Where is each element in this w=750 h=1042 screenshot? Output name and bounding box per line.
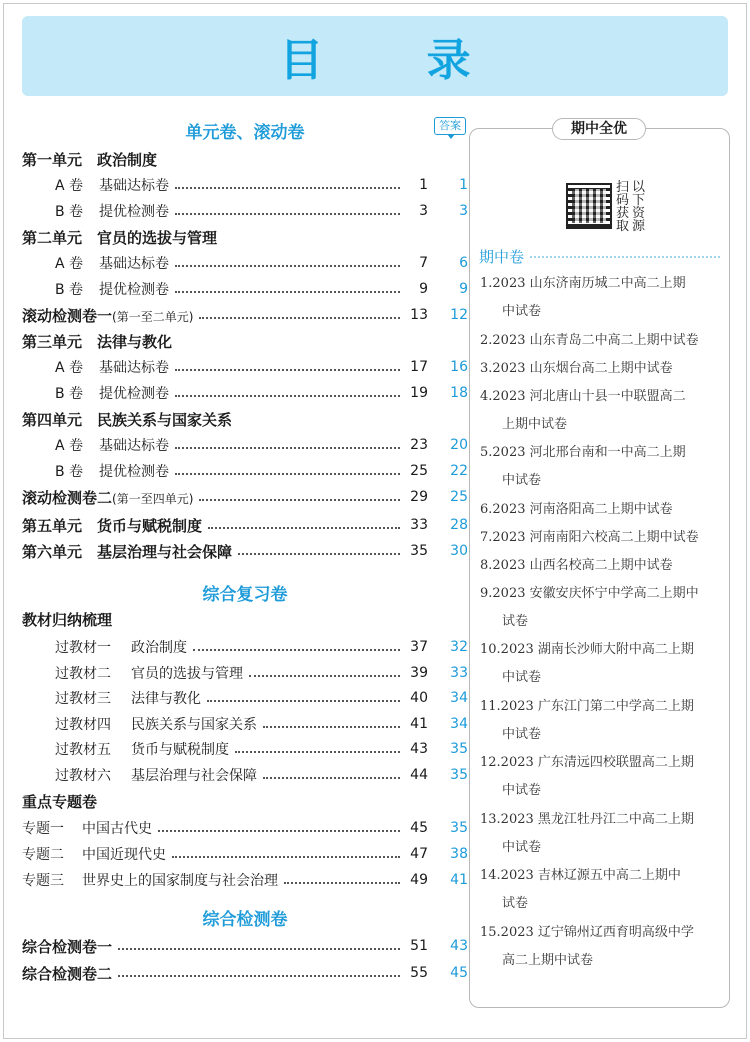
toc-row[interactable]: [22, 251, 468, 275]
page-number: 45: [410, 820, 428, 836]
toc-row-text: 综合检测卷一: [22, 937, 113, 956]
midterm-paper-item[interactable]: [480, 636, 720, 692]
toc-row-label: [22, 663, 243, 683]
toc-row[interactable]: [22, 737, 468, 761]
toc-row-text: 综合检测卷二: [22, 964, 113, 983]
paper-title-line2: 中试卷: [502, 783, 542, 798]
toc-row-text: 提优检测卷: [99, 204, 169, 220]
toc-row[interactable]: [22, 712, 468, 736]
section-title-test: 综合检测卷: [202, 910, 288, 930]
toc-row-prefix: A 卷: [55, 178, 84, 194]
page-number: 44: [410, 766, 428, 783]
toc-row[interactable]: [22, 635, 468, 659]
toc-row-label: [22, 383, 169, 403]
toc-row-note: (第一至二单元): [112, 309, 194, 324]
toc-row[interactable]: [22, 381, 468, 405]
toc-row-text: 第六单元 基层治理与社会保障: [22, 542, 233, 561]
toc-row[interactable]: [22, 329, 468, 353]
page-number: 49: [410, 872, 428, 888]
toc-row[interactable]: [22, 199, 468, 223]
toc-row-text: 第一单元 政治制度: [22, 150, 158, 169]
page-number: 23: [410, 437, 428, 453]
answer-page-number: 6: [459, 255, 468, 271]
dot-leader: [118, 965, 400, 977]
dot-leader: [158, 820, 400, 832]
midterm-paper-item[interactable]: [480, 806, 720, 862]
toc-row-label: [22, 963, 112, 984]
page-number: 25: [410, 463, 428, 479]
toc-row-prefix: 过教材四: [55, 716, 111, 733]
toc-row-text: 提优检测卷: [99, 282, 169, 298]
page-number: 33: [410, 517, 428, 533]
qr-caption-col1: 扫码获取: [616, 180, 630, 234]
paper-title-line1: 9.2023 安徽安庆怀宁中学高二上期中: [480, 585, 699, 601]
page-number: 43: [410, 741, 428, 757]
title-banner: [22, 16, 728, 96]
page-number: 13: [410, 307, 428, 323]
toc-row-label: [22, 305, 193, 326]
dot-leader: [207, 690, 400, 702]
midterm-paper-item[interactable]: [480, 383, 720, 439]
paper-title-line2: 中试卷: [502, 670, 542, 685]
dot-leader: [175, 255, 400, 267]
toc-row-label: [22, 357, 169, 377]
paper-title-line1: 13.2023 黑龙江牡丹江二中高二上期: [480, 811, 694, 827]
paper-title-line2: 中试卷: [502, 473, 542, 488]
toc-row-label: [22, 253, 169, 273]
toc-row[interactable]: [22, 277, 468, 301]
toc-row-prefix: A 卷: [55, 256, 84, 272]
toc-row-label: [22, 409, 232, 430]
toc-row-text: 基础达标卷: [99, 256, 169, 272]
answer-page-number: 43: [450, 938, 468, 954]
answer-page-number: 20: [450, 437, 468, 453]
panel-tab-title: 期中全优: [552, 118, 646, 140]
toc-row-label: [22, 637, 187, 657]
toc-row-prefix: 专题一: [22, 821, 64, 837]
dot-leader: [249, 665, 400, 677]
midterm-paper-item[interactable]: [480, 749, 720, 805]
midterm-paper-item[interactable]: [480, 580, 720, 636]
answer-page-number: 41: [450, 872, 468, 888]
toc-row-label: [22, 844, 166, 864]
toc-row-prefix: B 卷: [55, 464, 84, 480]
toc-row-label: [22, 936, 112, 957]
toc-row-label: [22, 331, 172, 352]
toc-row-prefix: B 卷: [55, 204, 84, 220]
toc-row[interactable]: [22, 513, 468, 537]
page-title: 目 录: [279, 35, 515, 86]
dot-leader: [199, 489, 400, 501]
paper-title-line1: 8.2023 山西名校高二上期中试卷: [480, 557, 673, 573]
toc-row[interactable]: [22, 539, 468, 563]
toc-row-label: [22, 487, 193, 508]
page-number: 19: [410, 385, 428, 401]
paper-title-line2: 中试卷: [502, 839, 542, 855]
toc-row[interactable]: [22, 407, 468, 431]
page-number: 37: [410, 639, 428, 655]
dot-leader: [284, 872, 400, 884]
toc-row-text: 政治制度: [131, 640, 187, 656]
toc-row-label: [22, 461, 169, 481]
page-number: 41: [410, 715, 428, 732]
toc-row-text: 提优检测卷: [99, 386, 169, 402]
toc-row-label: [22, 714, 257, 734]
toc-row-prefix: 过教材一: [55, 640, 111, 656]
midterm-paper-item[interactable]: [480, 439, 720, 495]
toc-row-label: [22, 515, 202, 536]
answer-page-number: 33: [450, 664, 468, 681]
toc-row-text: 世界史上的国家制度与社会治理: [82, 873, 278, 889]
toc-row[interactable]: [22, 459, 468, 483]
qr-code-icon[interactable]: [566, 183, 612, 229]
answer-page-number: 12: [450, 307, 468, 323]
dot-leader: [175, 177, 400, 189]
toc-row[interactable]: [22, 225, 468, 249]
toc-row-text: 滚动检测卷一: [22, 306, 113, 325]
answer-page-number: 32: [450, 639, 468, 655]
toc-row[interactable]: [22, 842, 468, 866]
midterm-paper-item[interactable]: [480, 693, 720, 749]
toc-row-label: [22, 739, 229, 759]
toc-row-text: 中国近现代史: [82, 847, 166, 863]
toc-row-label: [22, 435, 169, 455]
answer-page-number: 9: [459, 281, 468, 297]
toc-row-text: 滚动检测卷二: [22, 488, 113, 507]
toc-row-text: 官员的选拔与管理: [131, 665, 243, 682]
midterm-divider: [530, 256, 720, 258]
dot-leader: [238, 543, 400, 555]
toc-row-prefix: 过教材六: [55, 767, 111, 784]
paper-title-line1: 10.2023 湖南长沙师大附中高二上期: [480, 642, 694, 657]
paper-title-line1: 12.2023 广东清远四校联盟高二上期: [480, 755, 694, 770]
qr-caption-col2: 以下资源: [632, 180, 646, 234]
midterm-paper-item[interactable]: [480, 552, 720, 580]
toc-row-text: 基础达标卷: [99, 438, 169, 454]
dot-leader: [208, 517, 400, 529]
answer-page-number: 3: [459, 203, 468, 219]
midterm-paper-item[interactable]: [480, 496, 720, 524]
toc-row-text: 民族关系与国家关系: [131, 716, 257, 733]
dot-leader: [193, 639, 400, 651]
toc-row[interactable]: [22, 661, 468, 685]
toc-row-label: [22, 765, 257, 785]
answer-page-number: 38: [450, 846, 468, 862]
toc-row[interactable]: [22, 433, 468, 457]
answer-page-number: 16: [450, 359, 468, 375]
toc-row-text: 第五单元 货币与赋税制度: [22, 516, 203, 535]
answer-page-number: 45: [450, 965, 468, 981]
toc-row-label: [22, 541, 232, 562]
toc-row[interactable]: [22, 303, 468, 327]
answer-page-number: 18: [450, 385, 468, 401]
paper-title-line1: 15.2023 辽宁锦州辽西育明高级中学: [480, 924, 694, 940]
toc-row-prefix: 专题三: [22, 873, 64, 889]
dot-leader: [263, 716, 400, 728]
toc-row-text: 基础达标卷: [99, 360, 169, 376]
answer-page-number: 30: [450, 543, 468, 559]
toc-row[interactable]: [22, 355, 468, 379]
toc-row-text: 中国古代史: [82, 821, 152, 837]
paper-title-line1: 11.2023 广东江门第二中学高二上期: [480, 698, 694, 714]
paper-title-line1: 14.2023 吉林辽源五中高二上期中: [480, 868, 681, 883]
paper-title-line1: 5.2023 河北邢台南和一中高二上期: [480, 445, 686, 460]
toc-row[interactable]: [22, 816, 468, 840]
toc-row-text: 第三单元 法律与教化: [22, 332, 173, 351]
paper-title-line1: 6.2023 河南洛阳高二上期中试卷: [480, 501, 673, 517]
page-number: 55: [410, 965, 428, 981]
paper-title-line1: 2.2023 山东青岛二中高二上期中试卷: [480, 332, 699, 348]
toc-row-prefix: B 卷: [55, 386, 84, 402]
section-title-unit: 单元卷、滚动卷: [185, 123, 305, 143]
toc-row[interactable]: [22, 485, 468, 509]
toc-row-text: 基础达标卷: [99, 178, 169, 194]
dot-leader: [175, 203, 400, 215]
toc-row-text: 法律与教化: [131, 691, 201, 707]
paper-title-line1: 4.2023 河北唐山十县一中联盟高二: [480, 388, 686, 404]
toc-row-label: [22, 201, 169, 221]
toc-row[interactable]: [22, 868, 468, 892]
paper-title-line1: 7.2023 河南南阳六校高二上期中试卷: [480, 529, 699, 545]
toc-row-prefix: B 卷: [55, 282, 84, 298]
dot-leader: [235, 741, 400, 753]
midterm-paper-item[interactable]: [480, 355, 720, 383]
toc-row-text: 货币与赋税制度: [131, 742, 229, 758]
qr-caption: [616, 181, 650, 233]
page-number: 7: [419, 255, 428, 271]
answer-page-number: 35: [450, 820, 468, 836]
midterm-paper-item[interactable]: [480, 327, 720, 355]
toc-row-prefix: A 卷: [55, 438, 84, 454]
page-number: 3: [419, 203, 428, 219]
toc-row-label: [22, 227, 217, 248]
answer-page-number: 35: [450, 741, 468, 757]
toc-row[interactable]: [22, 934, 468, 958]
dot-leader: [175, 437, 400, 449]
page-number: 40: [410, 690, 428, 706]
toc-row-prefix: 专题二: [22, 847, 64, 863]
toc-row[interactable]: [22, 173, 468, 197]
dot-leader: [118, 938, 400, 950]
page-number: 51: [410, 938, 428, 954]
group-title-topics: 重点专题卷: [22, 793, 98, 811]
midterm-paper-item[interactable]: [480, 919, 720, 975]
answer-page-number: 35: [450, 766, 468, 783]
toc-row-label: [22, 688, 201, 708]
toc-row-prefix: 过教材二: [55, 665, 111, 682]
midterm-paper-item[interactable]: [480, 270, 720, 326]
toc-row-text: 基层治理与社会保障: [131, 767, 257, 784]
answer-page-number: 22: [450, 463, 468, 479]
dot-leader: [175, 463, 400, 475]
page-number: 1: [419, 177, 428, 193]
dot-leader: [263, 767, 400, 779]
paper-title-line2: 上期中试卷: [502, 416, 568, 432]
toc-row-label: [22, 149, 157, 170]
toc-row-label: [22, 818, 152, 838]
toc-row[interactable]: [22, 961, 468, 985]
midterm-paper-item[interactable]: [480, 524, 720, 552]
dot-leader: [175, 281, 400, 293]
toc-row-label: [22, 279, 169, 299]
page-number: 39: [410, 664, 428, 681]
toc-row-text: 第四单元 民族关系与国家关系: [22, 410, 233, 429]
answer-page-number: 1: [459, 177, 468, 193]
dot-leader: [199, 307, 400, 319]
paper-title-line1: 3.2023 山东烟台高二上期中试卷: [480, 360, 673, 376]
toc-row-prefix: 过教材三: [55, 691, 111, 707]
page-number: 29: [410, 489, 428, 505]
toc-row-label: [22, 870, 278, 890]
paper-title-line2: 试卷: [502, 613, 529, 629]
paper-title-line2: 高二上期中试卷: [502, 952, 594, 968]
toc-row[interactable]: [22, 686, 468, 710]
toc-row-prefix: 过教材五: [55, 742, 111, 758]
paper-title-line2: 中试卷: [502, 304, 542, 319]
paper-title-line2: 中试卷: [502, 726, 542, 742]
page-number: 17: [410, 359, 428, 375]
answer-page-number: 25: [450, 489, 468, 505]
toc-row-note: (第一至四单元): [112, 491, 194, 506]
group-title-materials: 教材归纳梳理: [22, 611, 113, 629]
toc-row-label: [22, 175, 169, 195]
paper-title-line2: 试卷: [502, 896, 529, 911]
page-number: 35: [410, 543, 428, 559]
dot-leader: [175, 385, 400, 397]
dot-leader: [175, 359, 400, 371]
paper-title-line1: 1.2023 山东济南历城二中高二上期: [480, 276, 686, 291]
midterm-heading: 期中卷: [479, 248, 525, 266]
toc-row-text: 第二单元 官员的选拔与管理: [22, 228, 218, 247]
toc-row[interactable]: [22, 147, 468, 171]
midterm-paper-item[interactable]: [480, 862, 720, 918]
toc-row[interactable]: [22, 763, 468, 787]
answer-page-number: 34: [450, 690, 468, 706]
page-number: 47: [410, 846, 428, 862]
answer-page-number: 28: [450, 517, 468, 533]
section-title-review: 综合复习卷: [202, 585, 288, 605]
page-number: 9: [419, 281, 428, 297]
toc-row-text: 提优检测卷: [99, 464, 169, 480]
answer-column-badge: 答案: [434, 117, 466, 135]
dot-leader: [172, 846, 400, 858]
toc-row-prefix: A 卷: [55, 360, 84, 376]
answer-page-number: 34: [450, 715, 468, 732]
